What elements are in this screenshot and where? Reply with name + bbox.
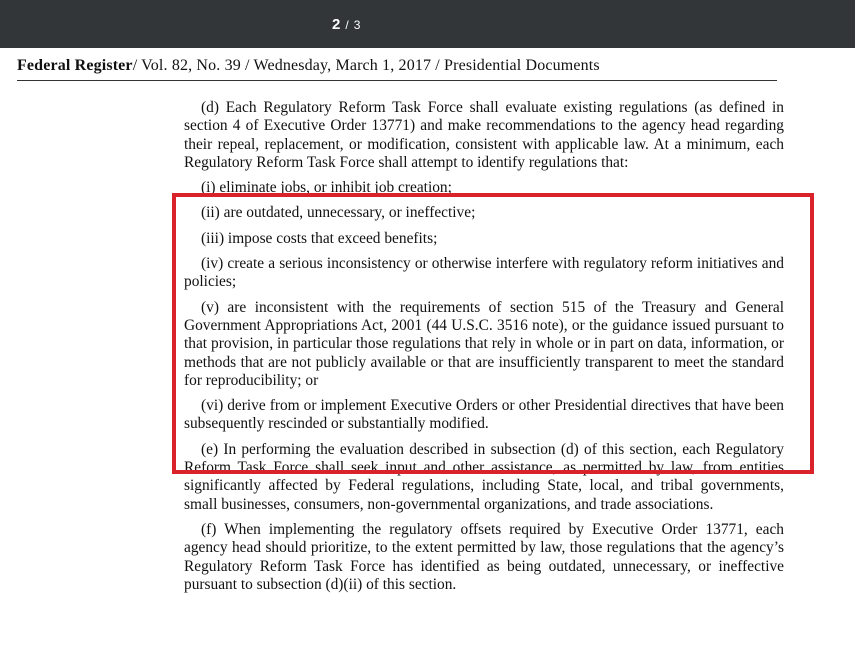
header-citation: / Vol. 82, No. 39 / Wednesday, March 1, 2017 / Presidential Documents: [132, 57, 600, 74]
page-indicator: [332, 14, 360, 34]
paragraph-f: (f) When implementing the regulatory offsets required by Executive Order 13771, each agency head should prioritize, to the extent permitted by law, those regulations that the agency’s Regulatory Reform Task Force has identified as being outdated, unnecessary, or ineffective pursuant to subsection (d)(ii) of this section.: [184, 520, 784, 593]
header-rule: [17, 80, 777, 81]
current-page-number[interactable]: 2: [332, 16, 341, 33]
document-page: [0, 48, 855, 659]
list-item: (iii) impose costs that exceed benefits;: [201, 229, 438, 247]
paragraph-e: (e) In performing the evaluation described in subsection (d) of this section, each Regulatory Reform Task Force shall seek input and other assistance, as permitted by law, from entities significantly affected by Federal regulations, including State, local, and tribal governments, small businesses, consumers, non-governmental organizations, and trade associations.: [184, 440, 784, 513]
paragraph-d: (d) Each Regulatory Reform Task Force shall evaluate existing regulations (as defined in section 4 of Executive Order 13771) and make recommendations to the agency head regarding their repeal, replacement, or modification, consistent with applicable law. At a minimum, each Regulatory Reform Task Force shall attempt to identify regulations that:: [184, 99, 784, 171]
document-body: [184, 99, 784, 601]
total-pages: 3: [353, 18, 361, 32]
list-item: (v) are inconsistent with the requirements of section 515 of the Treasury and General Government Appropriations Act, 2001 (44 U.S.C. 3516 note), or the guidance issued pursuant to that provision, in particular those regulations that rely in whole or in part on data, information, or methods that are not publicly available or that are insufficiently transparent to meet the standard for reproducibility; or: [184, 298, 784, 389]
running-header: [17, 56, 695, 76]
list-item: (iv) create a serious inconsistency or otherwise interfere with regulatory reform initiatives and policies;: [184, 255, 784, 291]
list-item: (i) eliminate jobs, or inhibit job creation;: [201, 179, 452, 197]
criteria-list: [184, 179, 784, 434]
publication-name: Federal Register: [17, 57, 133, 74]
list-item: (vi) derive from or implement Executive Orders or other Presidential directives that have been subsequently rescinded or substantially modified.: [184, 397, 784, 433]
pdf-viewer-toolbar: [0, 0, 855, 48]
list-item: (ii) are outdated, unnecessary, or ineffective;: [201, 204, 476, 222]
page-separator: /: [345, 18, 349, 32]
